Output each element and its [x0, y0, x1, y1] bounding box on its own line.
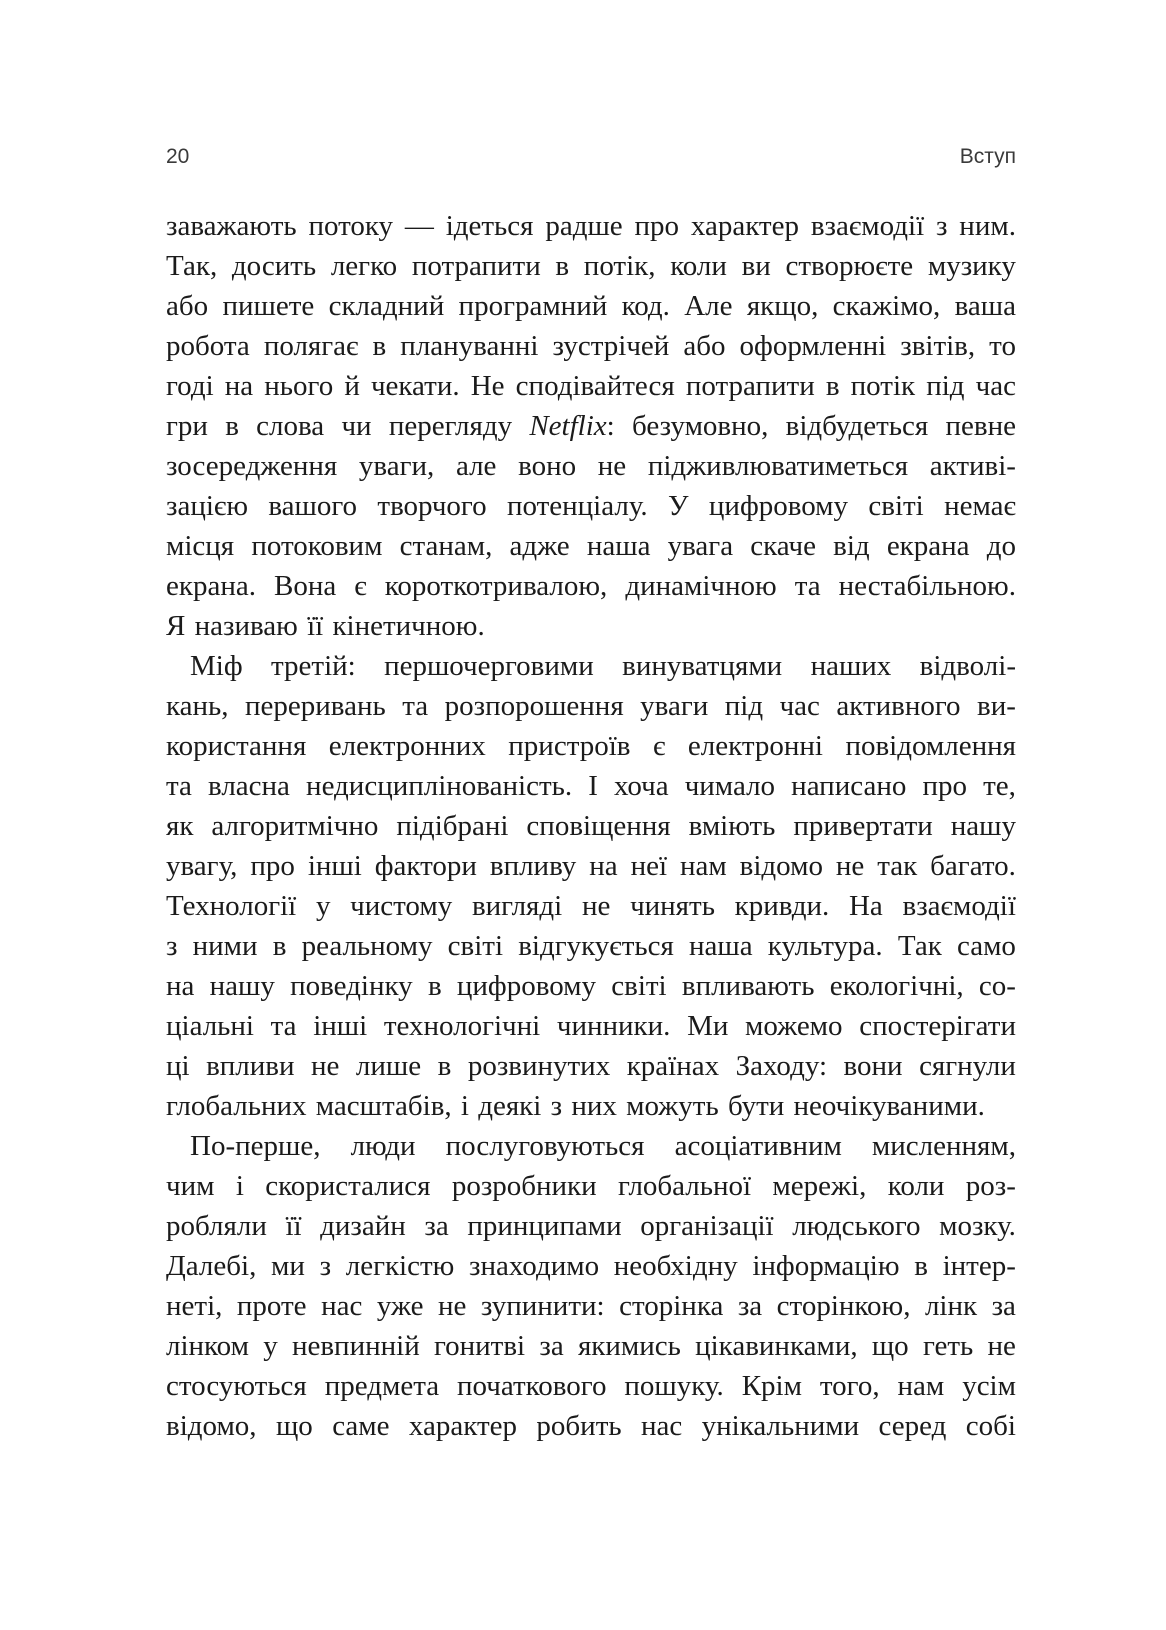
text-line: гри в слова чи перегляду Netflix: безумовно, відбудеться певне: [166, 410, 1016, 442]
text-line: користання електронних пристроїв є електронні повідомлення: [166, 730, 1016, 762]
text-line: ці впливи не лише в розвинутих країнах Заходу: вони сягнули: [166, 1050, 1016, 1082]
text-line: зацією вашого творчого потенціалу. У цифровому світі немає: [166, 490, 1016, 522]
text-line: та власна недисциплінованість. І хоча чимало написано про те,: [166, 770, 1016, 802]
text-line: По-перше, люди послуговуються асоціативним мисленням,: [190, 1130, 1016, 1162]
text-line: Так, досить легко потрапити в потік, коли ви створюєте музику: [166, 250, 1016, 282]
text-line: увагу, про інші фактори впливу на неї нам відомо не так багато.: [166, 850, 1016, 882]
text-line: заважають потоку — ідеться радше про характер взаємодії з ним.: [166, 210, 1016, 242]
page-body: [166, 206, 1016, 1446]
text-line: стосуються предмета початкового пошуку. Крім того, нам усім: [166, 1370, 1016, 1402]
text-line: або пишете складний програмний код. Але якщо, скажімо, ваша: [166, 290, 1016, 322]
text-line: Технології у чистому вигляді не чинять кривди. На взаємодії: [166, 890, 1016, 922]
text-line: як алгоритмічно підібрані сповіщення вміють привертати нашу: [166, 810, 1016, 842]
text-line: зосередження уваги, але воно не підживлюватиметься активі-: [166, 450, 1016, 482]
text-line: Я називаю її кінетичною.: [166, 610, 485, 642]
text-line: з ними в реальному світі відгукується наша культура. Так само: [166, 930, 1016, 962]
text-line: місця потоковим станам, адже наша увага скаче від екрана до: [166, 530, 1016, 562]
text-line: Далебі, ми з легкістю знаходимо необхідну інформацію в інтер-: [166, 1250, 1016, 1282]
text-line: відомо, що саме характер робить нас унікальними серед собі: [166, 1410, 1016, 1442]
text-line: Міф третій: першочерговими винуватцями наших відволі-: [190, 650, 1016, 682]
page-number: 20: [166, 145, 190, 168]
text-line: на нашу поведінку в цифровому світі впливають екологічні, со-: [166, 970, 1016, 1002]
text-line: екрана. Вона є короткотривалою, динамічною та нестабільною.: [166, 570, 1016, 602]
chapter-title: Вступ: [959, 145, 1016, 168]
text-line: кань, переривань та розпорошення уваги під час активного ви-: [166, 690, 1016, 722]
text-line: годі на нього й чекати. Не сподівайтеся потрапити в потік під час: [166, 370, 1016, 402]
text-line: глобальних масштабів, і деякі з них можуть бути неочікуваними.: [166, 1090, 985, 1122]
text-line: ціальні та інші технологічні чинники. Ми можемо спостерігати: [166, 1010, 1016, 1042]
text-line: чим і скористалися розробники глобальної мережі, коли роз-: [166, 1170, 1016, 1202]
text-line: неті, проте нас уже не зупинити: сторінка за сторінкою, лінк за: [166, 1290, 1016, 1322]
text-line: лінком у невпинній гонитві за якимись цікавинками, що геть не: [166, 1330, 1016, 1362]
text-line: робляли її дизайн за принципами організації людського мозку.: [166, 1210, 1016, 1242]
text-line: робота полягає в плануванні зустрічей або оформленні звітів, то: [166, 330, 1016, 362]
running-head: [166, 142, 1016, 172]
